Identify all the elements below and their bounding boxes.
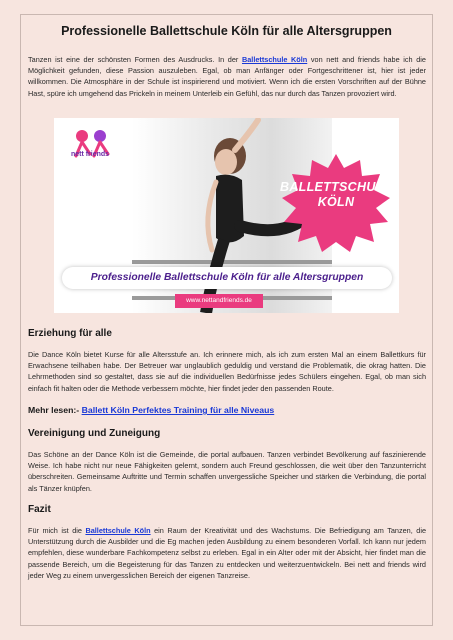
ballettschule-link[interactable]: Ballettschule Köln (241, 55, 308, 64)
burst-line-1: BALLETTSCHULE (280, 180, 393, 194)
intro-paragraph (28, 54, 426, 99)
fazit-text-end: ein Raum der Kreativität und des Wachstums. Die Befriedigung am Tanzen, die Unterstützung durch die Ausbilder und die Eg machen jeden Ausbildung zu einem besonderen Vorfall. Ich kann nur jedem empfehlen, diese wunderbare Fachkompetenz selbst zu erleben. Egal in ein Alter oder mit der Absicht, hier findet man die passende Bereich, um die Begeisterung für das Tanzen zu entdecken und weiterzuentwickeln. Bei nett and friends wird jeder Weg zu einem unvergesslichen Bereich der eigenen Tanzreise. (28, 526, 427, 580)
heading-vereinigung: Vereinigung und Zuneigung (28, 428, 161, 439)
mehr-lesen-link[interactable]: Ballett Köln Perfektes Training für alle Niveaus (81, 405, 275, 415)
nettfriends-logo-icon (64, 124, 120, 170)
mehr-lesen (28, 405, 274, 415)
burst-label (280, 180, 392, 210)
fazit-text-start: Für mich ist die (28, 526, 86, 535)
mehr-lesen-label: Mehr lesen:- (28, 405, 82, 415)
logo-text: nett friends (70, 151, 110, 158)
vereinigung-paragraph: Das Schöne an der Dance Köln ist die Gemeinde, die portal aufbauen. Tanzen verbindet Bevölkerung auf faszinierende Weise. Ich habe nicht nur neue Fähigkeiten gelernt, sondern auch Freund geschlossen, die weit über den Tanzunterricht überschreiten. Gemeinsame Auftritte und Termin schaffen unvergessliche Speicher und stärken die Verbindung, die portal als Tänzer knüpfen. (28, 450, 426, 493)
erziehung-paragraph: Die Dance Köln bietet Kurse für alle Altersstufe an. Ich erinnere mich, als ich zum ersten Mal an einem Ballettkurs für Erwachsene teilhaben habe. Der Betreuer war unglaublich geduldig und verstand die Problematik, die okrag hatten. Die Lehrmethoden sind so gestaltet, dass sie auf die individuellen Bedürfnisse jedes Schülers eingehen. Egal, ob man sich einfach fit halten oder die Methode verbessern möchte, hier findet jeder den passenden Route. (28, 350, 426, 393)
banner-pill-title: Professionelle Ballettschule Köln für alle Altersgruppen (62, 267, 392, 289)
heading-erziehung: Erziehung für alle (28, 328, 112, 339)
banner-url: www.nettandfriends.de (175, 294, 263, 308)
banner-image (54, 118, 399, 313)
intro-text-start: Tanzen ist eine der schönsten Formen des Ausdrucks. In der (28, 55, 242, 64)
fazit-paragraph (28, 525, 426, 581)
intro-text-end: von nett and friends habe ich die Möglichkeit gefunden, diese Passion auszuleben. Egal, ob man Anfänger oder Fortgeschrittener ist, hier ist jeder willkommen. Die Atmosphäre in der Schule ist inspirierend und motiviert. Wenn ich die ersten Vorschriften auf der Bühne Hast, spüre ich umgehend das Prickeln in meinem Unterleib ein Gefühl, das nur durch das Tanzen provoziert wird. (28, 55, 426, 98)
page-title: Professionelle Ballettschule Köln für alle Altersgruppen (61, 24, 392, 38)
fazit-ballettschule-link[interactable]: Ballettschule Köln (85, 526, 151, 535)
heading-fazit: Fazit (28, 504, 51, 515)
burst-line-2: KÖLN (317, 195, 355, 209)
